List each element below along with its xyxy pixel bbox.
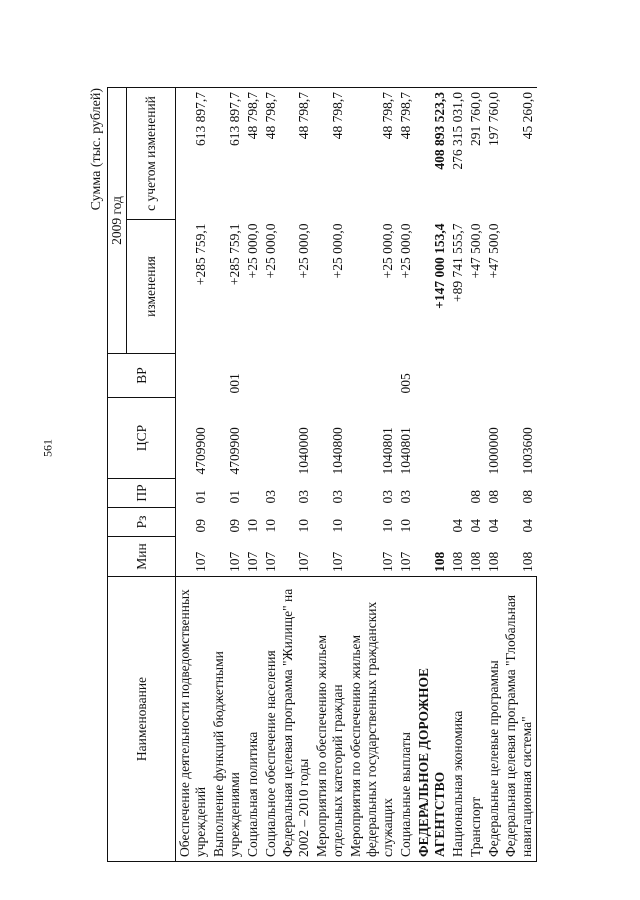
row-name: ФЕДЕРАЛЬНОЕ ДОРОЖНОЕ АГЕНТСТВО — [415, 577, 449, 862]
table-row — [449, 88, 467, 862]
row-vr — [449, 354, 467, 398]
row-vr — [279, 354, 313, 398]
table-row — [279, 88, 313, 862]
row-total: 48 798,7 — [397, 88, 415, 220]
row-vr — [175, 354, 209, 398]
table-row — [502, 88, 536, 862]
row-rz: 04 — [485, 519, 501, 533]
header-min: Мин — [108, 537, 176, 577]
row-vr — [467, 354, 485, 398]
row-rz: 10 — [244, 519, 260, 533]
row-total: 48 798,7 — [347, 88, 397, 220]
table-row — [467, 88, 485, 862]
row-rz: 04 — [467, 519, 483, 533]
header-csr: ЦСР — [108, 398, 176, 479]
row-total: 408 893 523,3 — [415, 88, 449, 220]
row-min: 107 — [226, 551, 242, 572]
row-min: 107 — [296, 551, 312, 572]
row-vr — [502, 354, 536, 398]
row-rz: 09 — [226, 519, 242, 533]
row-change — [502, 220, 536, 354]
row-csr — [244, 398, 262, 479]
amount-caption: Сумма (тыс. рублей) — [89, 88, 104, 211]
row-min: 107 — [244, 551, 260, 572]
row-total: 48 798,7 — [262, 88, 280, 220]
table-row — [313, 88, 347, 862]
row-min: 108 — [431, 551, 447, 572]
row-min: 107 — [262, 551, 278, 572]
row-min: 107 — [397, 551, 413, 572]
row-change: +25 000,0 — [244, 223, 260, 279]
row-change: +25 000,0 — [330, 223, 346, 279]
header-name: Наименование — [108, 577, 176, 862]
row-csr: 1040000 — [296, 427, 312, 475]
page-number: 561 — [40, 439, 55, 457]
budget-table — [107, 87, 537, 862]
table-row — [397, 88, 415, 862]
table-row — [210, 88, 244, 862]
row-name: Национальная экономика — [449, 577, 467, 862]
row-rz: 10 — [296, 519, 312, 533]
row-total: 276 315 031,0 — [449, 88, 467, 220]
row-csr: 4709900 — [192, 427, 208, 475]
row-pr — [415, 479, 449, 508]
row-pr: 03 — [397, 490, 413, 504]
row-rz: 10 — [330, 519, 346, 533]
row-change: +25 000,0 — [262, 223, 278, 279]
row-pr: 01 — [226, 490, 242, 504]
row-vr — [244, 354, 262, 398]
row-rz: 09 — [192, 519, 208, 533]
row-csr: 1040800 — [330, 427, 346, 475]
header-vr: ВР — [108, 354, 176, 398]
row-vr — [415, 354, 449, 398]
row-change: +285 759,1 — [192, 223, 208, 286]
row-total: 48 798,7 — [244, 88, 262, 220]
row-rz: 04 — [449, 519, 465, 533]
row-pr — [449, 479, 467, 508]
row-change: +147 000 153,4 — [431, 223, 447, 309]
row-rz: 10 — [379, 519, 395, 533]
table-row — [244, 88, 262, 862]
row-min: 107 — [192, 551, 208, 572]
row-change: +285 759,1 — [226, 223, 242, 286]
row-csr: 4709900 — [226, 427, 242, 475]
row-rz: 10 — [397, 519, 413, 533]
row-min: 108 — [467, 551, 483, 572]
row-name: Федеральная целевая программа "Жилище" на 2002 – 2010 годы — [279, 577, 313, 862]
row-vr — [347, 354, 397, 398]
row-vr: 005 — [397, 373, 413, 394]
row-name: Мероприятия по обеспечению жильем федеральных государственных гражданских служащих — [347, 577, 397, 862]
header-with-changes: с учетом изменений — [126, 88, 175, 220]
row-total: 48 798,7 — [313, 88, 347, 220]
table-row — [485, 88, 503, 862]
row-rz: 10 — [262, 519, 278, 533]
header-pr: ПР — [108, 479, 176, 508]
table-row — [175, 88, 209, 862]
row-pr: 01 — [192, 490, 208, 504]
row-change: +25 000,0 — [379, 223, 395, 279]
row-change: +25 000,0 — [397, 223, 413, 279]
row-total: 613 897,7 — [210, 88, 244, 220]
row-change: +47 500,0 — [485, 223, 501, 279]
row-pr: 03 — [379, 490, 395, 504]
row-name: Федеральная целевая программа "Глобальная навигационная система" — [502, 577, 536, 862]
row-csr — [415, 398, 449, 479]
row-vr: 001 — [226, 373, 242, 394]
row-csr — [449, 398, 467, 479]
row-vr — [262, 354, 280, 398]
header-changes: изменения — [126, 220, 175, 354]
row-name: Социальные выплаты — [397, 577, 415, 862]
rotated-page-content — [89, 88, 543, 862]
row-pr: 08 — [485, 490, 501, 504]
row-pr — [244, 479, 262, 508]
row-name: Социальная политика — [244, 577, 262, 862]
header-row — [108, 88, 127, 862]
table-row — [262, 88, 280, 862]
row-vr — [313, 354, 347, 398]
row-csr: 1003600 — [519, 427, 535, 475]
row-pr: 08 — [519, 490, 535, 504]
row-min: 107 — [330, 551, 346, 572]
row-min: 107 — [379, 551, 395, 572]
row-name: Федеральные целевые программы — [485, 577, 503, 862]
row-name: Транспорт — [467, 577, 485, 862]
row-total: 48 798,7 — [279, 88, 313, 220]
row-pr: 03 — [296, 490, 312, 504]
row-pr: 03 — [330, 490, 346, 504]
table-row — [347, 88, 397, 862]
row-change: +89 741 555,7 — [449, 223, 465, 302]
row-change: +25 000,0 — [296, 223, 312, 279]
row-min: 108 — [449, 551, 465, 572]
row-name: Обеспечение деятельности подведомственных учреждений — [175, 577, 209, 862]
table-row — [415, 88, 449, 862]
row-csr: 1040801 — [379, 427, 395, 475]
row-pr: 03 — [262, 490, 278, 504]
row-min: 108 — [485, 551, 501, 572]
header-year: 2009 год — [108, 88, 127, 354]
row-name: Социальное обеспечение населения — [262, 577, 280, 862]
row-csr — [467, 398, 485, 479]
row-total: 197 760,0 — [485, 88, 503, 220]
row-rz: 04 — [519, 519, 535, 533]
row-csr — [262, 398, 280, 479]
row-name: Мероприятия по обеспечению жильем отдельных категорий граждан — [313, 577, 347, 862]
row-change: +47 500,0 — [467, 223, 483, 279]
row-total: 613 897,7 — [175, 88, 209, 220]
row-min: 108 — [519, 551, 535, 572]
row-total: 291 760,0 — [467, 88, 485, 220]
row-pr: 08 — [467, 490, 483, 504]
row-csr: 1000000 — [485, 427, 501, 475]
row-vr — [485, 354, 503, 398]
row-total: 45 260,0 — [502, 88, 536, 220]
row-name: Выполнение функций бюджетными учреждениями — [210, 577, 244, 862]
table-body — [175, 88, 536, 862]
row-csr: 1040801 — [397, 427, 413, 475]
header-rz: Рз — [108, 508, 176, 537]
row-rz — [415, 508, 449, 537]
